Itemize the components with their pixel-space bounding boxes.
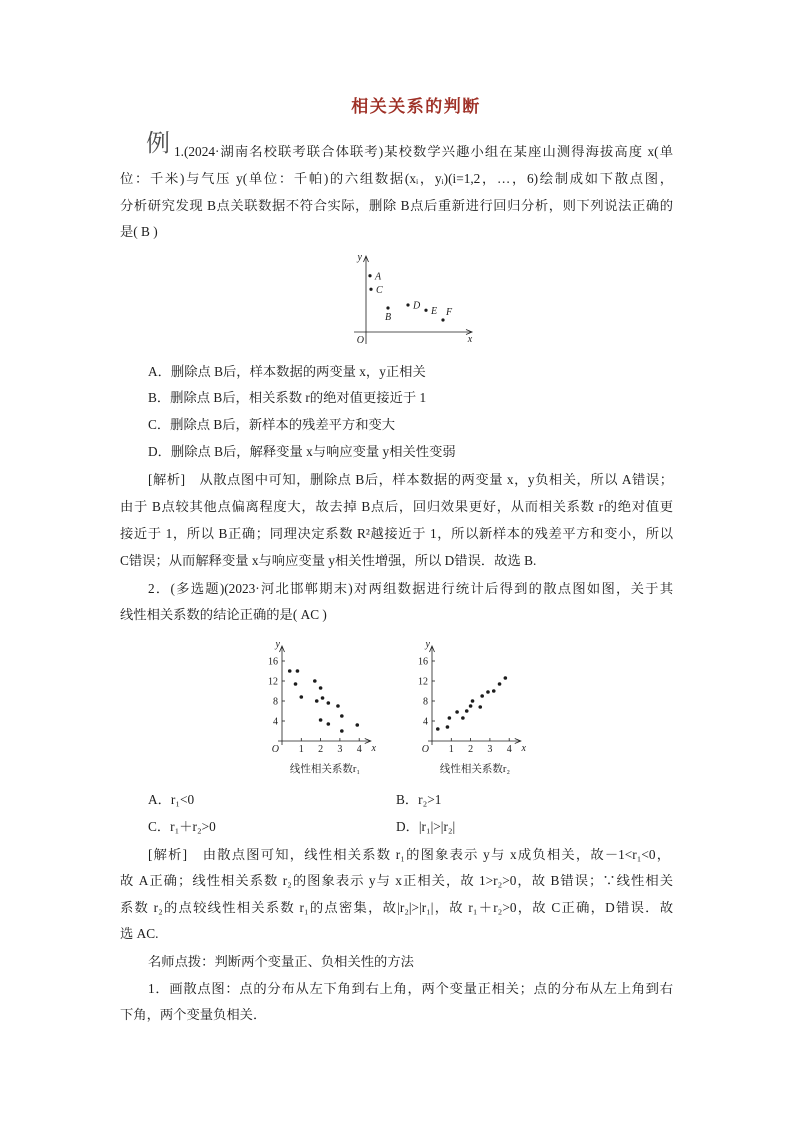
data-point [480,694,484,698]
q2-option-a: A．r₁<0 [148,792,195,807]
data-point [461,716,465,720]
x-tick-label: 4 [356,744,362,755]
data-point [448,716,452,720]
x-tick-label: 1 [298,744,304,755]
data-point-a [368,274,371,277]
y-tick-label: 4 [423,716,428,728]
point-label-e: E [431,305,438,317]
data-point [319,686,323,690]
x-axis-label: x [467,334,473,345]
data-point [327,722,331,726]
q2-solution-line: 选 AC. [120,926,159,941]
x-tick-label: 3 [337,744,343,755]
y-tick-label: 4 [273,716,278,728]
point-label-c: C [376,284,383,296]
y-axis-label: y [425,639,430,650]
data-point [478,705,482,709]
scatter-plot-r1 [268,639,377,775]
data-point [288,669,292,673]
data-point [492,689,496,693]
tip-line: 下角，两个变量负相关． [120,1007,267,1022]
data-point [471,699,475,703]
point-label-f: F [446,307,453,318]
data-point [319,718,323,722]
data-point [315,699,319,703]
y-tick-label: 8 [273,696,278,708]
data-point [336,704,340,708]
y-axis-label: y [275,639,280,650]
x-axis-label: x [371,743,377,754]
data-point-f [441,318,444,321]
data-point [465,709,469,713]
chart-caption: 线性相关系数r₂ [439,764,511,775]
q1-option-d: D．删除点 B后，解释变量 x与响应变量 y相关性变弱 [148,444,456,459]
q1-option-c: C．删除点 B后，新样本的残差平方和变大 [148,417,396,432]
data-point [446,725,450,729]
y-tick-label: 12 [268,676,278,688]
q1-stem-line: 1.(2024·湖南名校联考联合体联考)某校数学兴趣小组在某座山测得海拔高度 x(单 [174,144,673,159]
tip-heading: 名师点拨：判断两个变量正、负相关性的方法 [148,954,414,969]
origin-label: O [271,744,279,755]
data-point [469,704,473,708]
data-point [355,723,359,727]
q1-stem-line: 是( B ) [120,224,158,239]
scatter-plot-r2 [418,639,527,775]
data-point [498,682,502,686]
page-title: 相关关系的判断 [351,97,481,116]
y-tick-label: 12 [418,676,428,688]
data-point [321,696,325,700]
data-point [296,669,300,673]
q1-stem-line: 位：千米)与气压 y(单位：千帕)的六组数据(xᵢ，yᵢ)(i=1,2，…，6)绘制成如下散点图， [120,171,673,186]
point-label-d: D [413,300,421,312]
tip-line: 1．画散点图：点的分布从左下角到右上角，两个变量正相关；点的分布从左上角到右 [148,981,673,996]
q2-stem-line: 2．(多选题)(2023·河北邯郸期末)对两组数据进行统计后得到的散点图如图，关于其 [148,581,673,596]
data-point [340,714,344,718]
origin-label: O [356,335,364,346]
chart-caption: 线性相关系数r₁ [289,764,361,775]
data-point [313,679,317,683]
data-point [486,690,490,694]
q2-option-c: C．r₁＋r₂>0 [148,819,216,834]
q1-solution-line: C错误；从而解释变量 x与响应变量 y相关性增强，所以 D错误．故选 B. [120,553,537,568]
x-tick-label: 3 [487,744,493,755]
data-point [455,710,459,714]
q2-option-b: B．r₂>1 [396,792,442,807]
data-point-d [406,303,409,306]
y-tick-label: 8 [423,696,428,708]
scatter-plots-r1-r2 [250,630,550,780]
data-point [436,727,440,731]
q2-solution-line: [解析] 由散点图可知，线性相关系数 r₁的图象表示 y与 x成负相关，故－1<r₁<0， [148,847,670,862]
q2-solution-line: 系数 r₂的点较线性相关系数 r₁的点密集，故|r₂|>|r₁|，故 r₁＋r₂>0，故 C正确，D错误．故 [120,900,673,915]
q1-solution-line: 由于 B点较其他点偏离程度大，故去掉 B点后，回归效果更好，从而相关系数 r的绝对值更 [120,499,673,514]
q1-solution-line: [解析] 从散点图中可知，删除点 B后，样本数据的两变量 x，y负相关，所以 A错误； [148,472,673,487]
q1-option-b: B．删除点 B后，相关系数 r的绝对值更接近于 1 [148,390,427,405]
q2-solution-line: 故 A正确；线性相关系数 r₂的图象表示 y与 x正相关，故 1>r₂>0，故 B错误；∵线性相关 [120,873,673,888]
data-point [504,676,508,680]
data-point-c [369,288,372,291]
point-label-b: B [384,312,392,323]
q2-option-d: D．|r₁|>|r₂| [396,819,456,834]
q2-stem-line: 线性相关系数的结论正确的是( AC ) [120,607,327,622]
data-point-b [386,306,389,309]
example-mark: 例 [146,129,170,157]
x-tick-label: 4 [506,744,512,755]
y-axis-label: y [357,252,362,263]
data-point [340,729,344,733]
x-tick-label: 2 [468,744,474,755]
q1-solution-line: 接近于 1，所以 B正确；同理决定系数 R²越接近于 1，所以新样本的残差平方和变小，所以 [120,526,673,541]
data-point [294,682,298,686]
y-tick-label: 16 [418,656,428,668]
q1-option-a: A．删除点 B后，样本数据的两变量 x，y正相关 [148,364,426,379]
q1-stem-line: 分析研究发现 B点关联数据不符合实际，删除 B点后重新进行回归分析，则下列说法正确的 [120,198,673,213]
x-axis-label: x [521,743,527,754]
point-label-a: A [375,271,382,283]
x-tick-label: 1 [448,744,454,755]
data-point [300,695,304,699]
data-point-e [424,309,427,312]
data-point [327,701,331,705]
y-tick-label: 16 [268,656,278,668]
x-tick-label: 2 [318,744,324,755]
scatter-plot-altitude-pressure [340,248,485,350]
origin-label: O [421,744,429,755]
